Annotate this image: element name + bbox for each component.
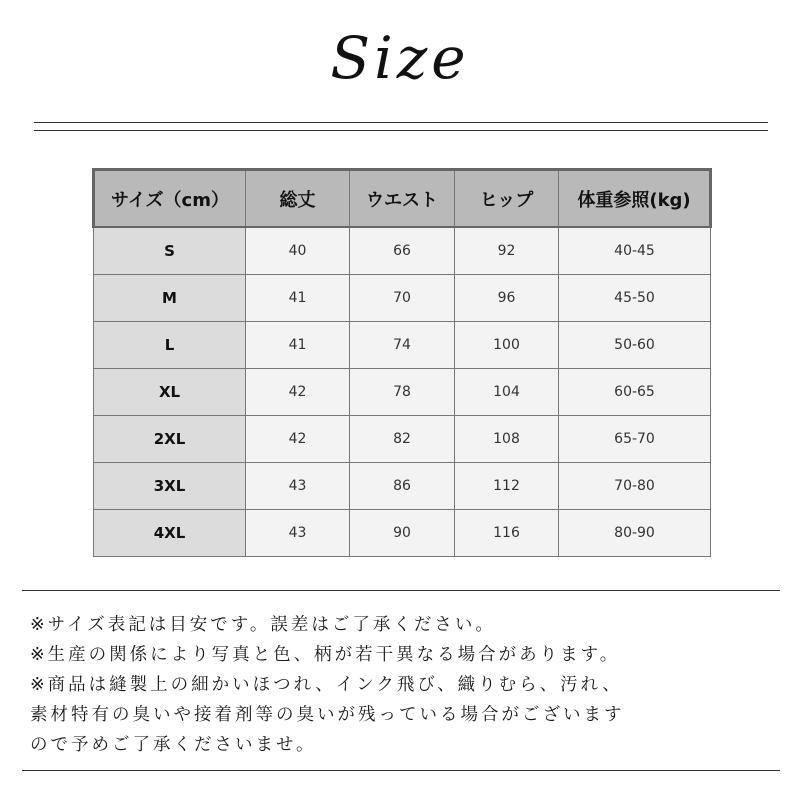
header-waist: ウエスト	[350, 170, 455, 228]
hip-cell: 116	[455, 510, 559, 557]
divider-notes-top	[22, 590, 780, 591]
weight-cell: 65-70	[559, 416, 711, 463]
notes-block	[30, 610, 780, 760]
length-cell: 42	[246, 416, 350, 463]
hip-cell: 96	[455, 275, 559, 322]
table-row	[94, 416, 711, 463]
hip-cell: 112	[455, 463, 559, 510]
size-cell: 3XL	[94, 463, 246, 510]
weight-cell: 45-50	[559, 275, 711, 322]
note-line: ※商品は縫製上の細かいほつれ、インク飛び、織りむら、汚れ、	[30, 675, 623, 695]
note-line: ※サイズ表記は目安です。誤差はご了承ください。	[30, 615, 496, 635]
note-line: ※生産の関係により写真と色、柄が若干異なる場合があります。	[30, 645, 621, 665]
divider-top-2	[34, 130, 768, 131]
header-size: サイズ（cm）	[94, 170, 246, 228]
table-row	[94, 510, 711, 557]
size-table	[92, 168, 712, 557]
length-cell: 43	[246, 510, 350, 557]
length-cell: 41	[246, 275, 350, 322]
waist-cell: 74	[350, 322, 455, 369]
divider-notes-bottom	[22, 770, 780, 771]
weight-cell: 50-60	[559, 322, 711, 369]
waist-cell: 78	[350, 369, 455, 416]
weight-cell: 70-80	[559, 463, 711, 510]
table-row	[94, 275, 711, 322]
size-cell: S	[94, 227, 246, 275]
weight-cell: 80-90	[559, 510, 711, 557]
size-cell: 2XL	[94, 416, 246, 463]
table-row	[94, 463, 711, 510]
waist-cell: 70	[350, 275, 455, 322]
waist-cell: 90	[350, 510, 455, 557]
length-cell: 42	[246, 369, 350, 416]
weight-cell: 60-65	[559, 369, 711, 416]
note-line: ので予めご了承くださいませ。	[30, 735, 317, 755]
size-cell: 4XL	[94, 510, 246, 557]
length-cell: 43	[246, 463, 350, 510]
divider-top-1	[34, 122, 768, 123]
waist-cell: 82	[350, 416, 455, 463]
table-row	[94, 227, 711, 275]
hip-cell: 100	[455, 322, 559, 369]
size-cell: L	[94, 322, 246, 369]
page-title: Size	[330, 24, 470, 92]
header-weight: 体重参照(kg)	[559, 170, 711, 228]
hip-cell: 108	[455, 416, 559, 463]
size-cell: XL	[94, 369, 246, 416]
table-header-row	[94, 170, 711, 228]
header-length: 総丈	[246, 170, 350, 228]
length-cell: 41	[246, 322, 350, 369]
hip-cell: 92	[455, 227, 559, 275]
length-cell: 40	[246, 227, 350, 275]
waist-cell: 86	[350, 463, 455, 510]
waist-cell: 66	[350, 227, 455, 275]
header-hip: ヒップ	[455, 170, 559, 228]
table-row	[94, 322, 711, 369]
hip-cell: 104	[455, 369, 559, 416]
weight-cell: 40-45	[559, 227, 711, 275]
note-line: 素材特有の臭いや接着剤等の臭いが残っている場合がございます	[30, 705, 625, 725]
size-cell: M	[94, 275, 246, 322]
table-row	[94, 369, 711, 416]
